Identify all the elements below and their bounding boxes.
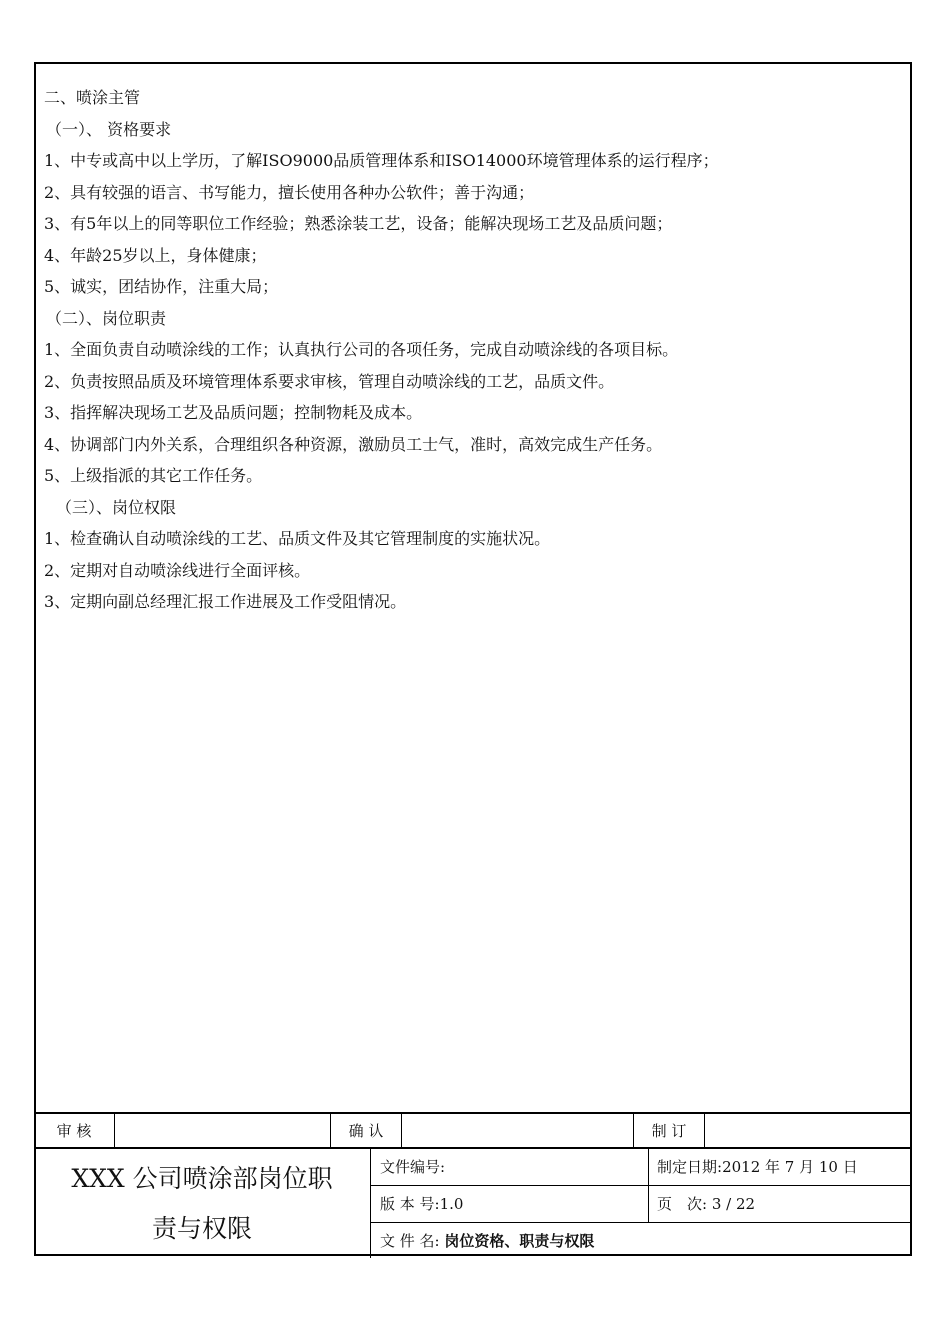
version-value: 1.0 — [439, 1195, 464, 1213]
confirm-label: 确 认 — [331, 1114, 402, 1149]
version — [371, 1186, 648, 1222]
document-footer — [34, 1147, 912, 1258]
section-heading: 二、喷涂主管 — [44, 88, 141, 107]
issue-date-value: 2012 年 7 月 10 日 — [722, 1158, 858, 1176]
list-item: 1、全面负责自动喷涂线的工作；认真执行公司的各项任务，完成自动喷涂线的各项目标。 — [44, 340, 679, 359]
issue-date — [648, 1149, 912, 1185]
page-count-value: 3 / 22 — [711, 1195, 756, 1213]
page-count — [648, 1186, 912, 1222]
draft-field[interactable] — [705, 1114, 910, 1149]
list-item: 5、诚实，团结协作，注重大局； — [44, 277, 279, 296]
issue-date-label: 制定日期: — [657, 1158, 723, 1176]
list-item: 5、上级指派的其它工作任务。 — [44, 466, 263, 485]
list-item: 3、指挥解决现场工艺及品质问题；控制物耗及成本。 — [44, 403, 423, 422]
doc-number — [371, 1149, 648, 1185]
subsection-title-authority: （三）、岗位权限 — [56, 497, 177, 517]
document-title-line2: 责与权限 — [151, 1214, 252, 1243]
document-title — [34, 1149, 371, 1258]
list-item: 4、协调部门内外关系，合理组织各种资源，激励员工士气，准时，高效完成生产任务。 — [44, 434, 663, 454]
list-item: 4、年龄25岁以上，身体健康； — [44, 245, 267, 265]
draft-label: 制 订 — [634, 1114, 705, 1149]
confirm-field[interactable] — [402, 1114, 634, 1149]
list-item: 2、负责按照品质及环境管理体系要求审核，管理自动喷涂线的工艺，品质文件。 — [44, 371, 615, 391]
doc-number-label: 文件编号: — [380, 1158, 446, 1176]
list-item: 1、中专或高中以上学历，了解ISO9000品质管理体系和ISO14000环境管理体系的运行程序； — [44, 151, 719, 170]
subsection-title-qualifications: （一）、 资格要求 — [46, 119, 172, 139]
version-label: 版 本 号: — [380, 1195, 440, 1213]
document-title-line1: XXX 公司喷涂部岗位职 — [71, 1164, 333, 1193]
review-label: 审 核 — [34, 1114, 115, 1149]
list-item: 2、具有较强的语言、书写能力，擅长使用各种办公软件；善于沟通； — [44, 182, 535, 202]
list-item: 3、有5年以上的同等职位工作经验；熟悉涂装工艺，设备；能解决现场工艺及品质问题； — [44, 214, 673, 233]
list-item: 2、定期对自动喷涂线进行全面评核。 — [44, 560, 311, 580]
page-count-label: 页 次: — [657, 1195, 708, 1213]
list-item: 3、定期向副总经理汇报工作进展及工作受阻情况。 — [44, 592, 407, 611]
review-field[interactable] — [115, 1114, 331, 1149]
subsection-title-duties: （二）、岗位职责 — [46, 308, 167, 328]
file-name-label: 文 件 名: — [380, 1232, 440, 1250]
file-name — [371, 1223, 912, 1259]
signoff-row — [34, 1112, 912, 1149]
list-item: 1、检查确认自动喷涂线的工艺、品质文件及其它管理制度的实施状况。 — [44, 529, 551, 548]
document-body — [44, 82, 904, 618]
file-name-value: 岗位资格、职责与权限 — [444, 1232, 595, 1250]
